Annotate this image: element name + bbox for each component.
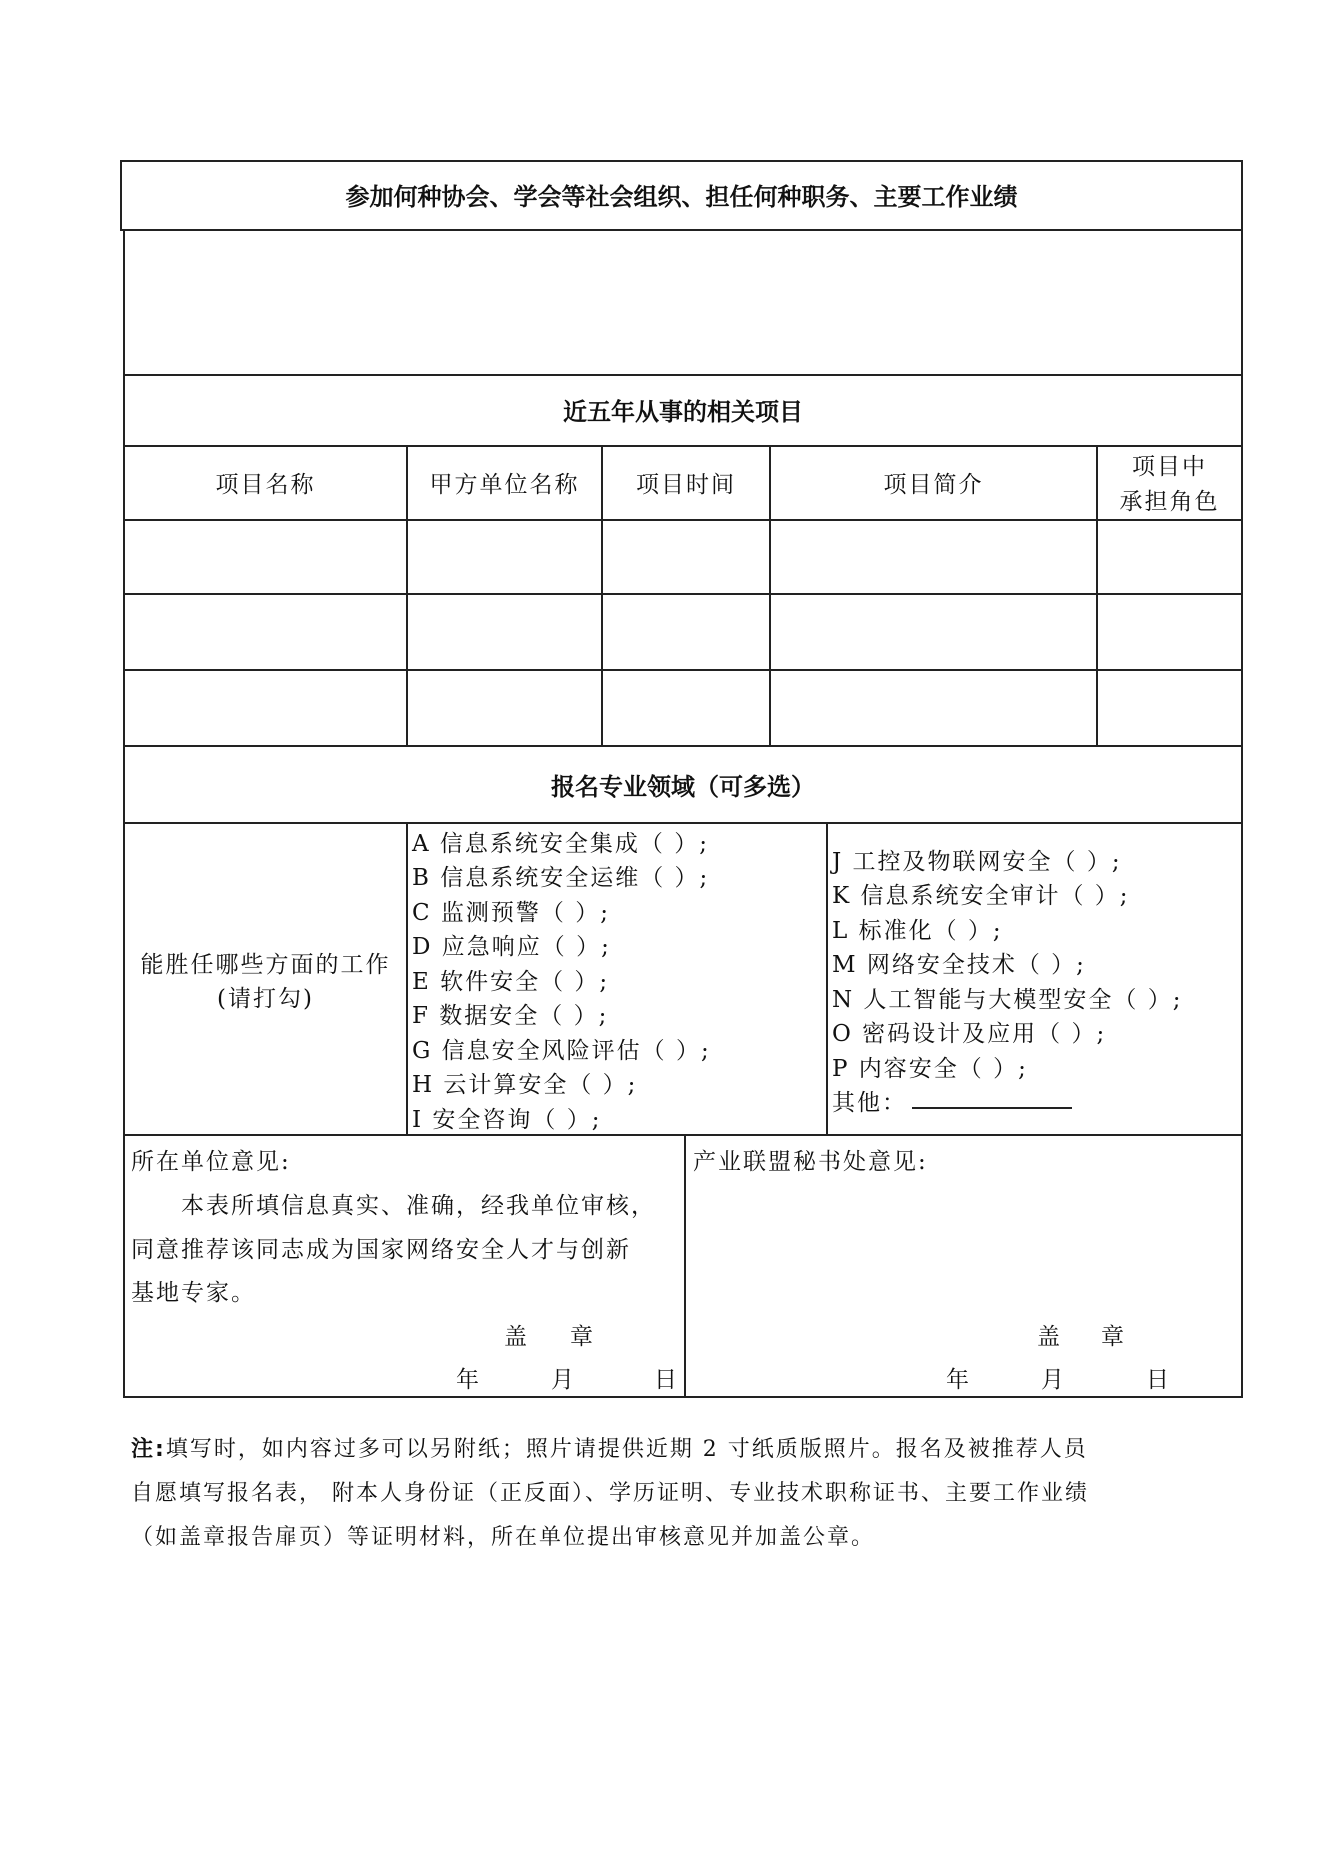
field-option[interactable]: L 标准化（ ）; bbox=[832, 918, 1003, 944]
col-header-client-name: 甲方单位名称 bbox=[429, 472, 580, 498]
field-option[interactable]: H 云计算安全（ ）; bbox=[412, 1072, 638, 1098]
field-option[interactable]: P 内容安全（ ）; bbox=[832, 1056, 1028, 1082]
unit-date-day: 日 bbox=[654, 1367, 679, 1393]
table-row[interactable] bbox=[125, 521, 1241, 593]
unit-opinion-body-line2: 同意推荐该同志成为国家网络安全人才与创新 bbox=[131, 1237, 631, 1263]
field-option[interactable]: K 信息系统安全审计（ ）; bbox=[832, 883, 1130, 909]
unit-opinion-body-line3: 基地专家。 bbox=[131, 1280, 256, 1306]
alliance-date-year: 年 bbox=[946, 1367, 971, 1393]
section2-title: 近五年从事的相关项目 bbox=[563, 398, 803, 426]
alliance-seal-char2: 章 bbox=[1101, 1324, 1126, 1350]
field-option-other-label: 其他： bbox=[832, 1090, 907, 1116]
opinion-col-sep bbox=[684, 1134, 686, 1398]
field-option[interactable]: O 密码设计及应用（ ）; bbox=[832, 1021, 1107, 1047]
footnote-label: 注: bbox=[131, 1437, 166, 1462]
project-row3-bottom bbox=[123, 745, 1243, 747]
field-option[interactable]: D 应急响应（ ）; bbox=[412, 934, 611, 960]
field-option[interactable]: E 软件安全（ ）; bbox=[412, 969, 610, 995]
unit-opinion-title: 所在单位意见: bbox=[131, 1149, 291, 1175]
section2-title-bottom bbox=[123, 445, 1243, 447]
field-col-sep-1 bbox=[406, 822, 408, 1136]
section1-header-bottom bbox=[120, 229, 1243, 231]
field-option[interactable]: F 数据安全（ ）; bbox=[412, 1003, 609, 1029]
alliance-opinion-area[interactable] bbox=[690, 1180, 1238, 1300]
unit-date-month: 月 bbox=[551, 1367, 576, 1393]
field-option[interactable]: N 人工智能与大模型安全（ ）; bbox=[832, 987, 1183, 1013]
field-option[interactable]: A 信息系统安全集成（ ）; bbox=[412, 831, 709, 857]
section3-title-bottom bbox=[123, 822, 1243, 824]
unit-seal-char1: 盖 bbox=[504, 1324, 529, 1350]
footnote-text1: 填写时，如内容过多可以另附纸；照片请提供近期 2 寸纸质版照片。报名及被推荐人员 bbox=[165, 1437, 1088, 1462]
section1-content-area[interactable] bbox=[126, 232, 1240, 373]
field-option[interactable]: I 安全咨询（ ）; bbox=[412, 1107, 602, 1133]
competency-label-line2: (请打勾) bbox=[217, 986, 314, 1012]
col-header-role-line2: 承担角色 bbox=[1119, 489, 1220, 515]
col-header-project-time: 项目时间 bbox=[636, 472, 736, 498]
footnote-line2: 自愿填写报名表， 附本人身份证（正反面）、学历证明、专业技术职称证书、主要工作业绩 bbox=[131, 1481, 1089, 1506]
field-option[interactable]: C 监测预警（ ）; bbox=[412, 900, 610, 926]
alliance-date-day: 日 bbox=[1146, 1367, 1171, 1393]
section3-title: 报名专业领域（可多选） bbox=[551, 773, 815, 801]
field-option[interactable]: J 工控及物联网安全（ ）; bbox=[832, 849, 1122, 875]
field-option[interactable]: G 信息安全风险评估（ ）; bbox=[412, 1038, 711, 1064]
footnote-line1 bbox=[131, 1428, 1231, 1472]
table-row[interactable] bbox=[125, 671, 1241, 745]
table-row[interactable] bbox=[125, 595, 1241, 669]
unit-opinion-body-line1: 本表所填信息真实、准确，经我单位审核， bbox=[181, 1193, 656, 1219]
col-header-project-summary: 项目简介 bbox=[883, 472, 984, 498]
competency-label-line1: 能胜任哪些方面的工作 bbox=[140, 952, 391, 978]
col-header-project-name: 项目名称 bbox=[215, 472, 316, 498]
alliance-opinion-title: 产业联盟秘书处意见: bbox=[693, 1149, 928, 1175]
field-option[interactable]: B 信息系统安全运维（ ）; bbox=[412, 865, 710, 891]
unit-date-year: 年 bbox=[456, 1367, 481, 1393]
alliance-seal-char1: 盖 bbox=[1037, 1324, 1062, 1350]
section2-title-top bbox=[123, 374, 1243, 376]
section3-body-bottom bbox=[123, 1134, 1243, 1136]
field-col-sep-2 bbox=[826, 822, 828, 1136]
field-option-other-input[interactable] bbox=[912, 1106, 1072, 1109]
section1-title: 参加何种协会、学会等社会组织、担任何种职务、主要工作业绩 bbox=[345, 183, 1018, 211]
footnote-line3: （如盖章报告扉页）等证明材料，所在单位提出审核意见并加盖公章。 bbox=[131, 1525, 876, 1550]
footnote bbox=[131, 1428, 1231, 1560]
alliance-date-month: 月 bbox=[1041, 1367, 1066, 1393]
col-header-role-line1: 项目中 bbox=[1132, 454, 1207, 480]
table-border-bottom bbox=[123, 1396, 1243, 1398]
field-option[interactable]: M 网络安全技术（ ）; bbox=[832, 952, 1086, 978]
table-border-top bbox=[120, 160, 1243, 162]
unit-seal-char2: 章 bbox=[570, 1324, 595, 1350]
